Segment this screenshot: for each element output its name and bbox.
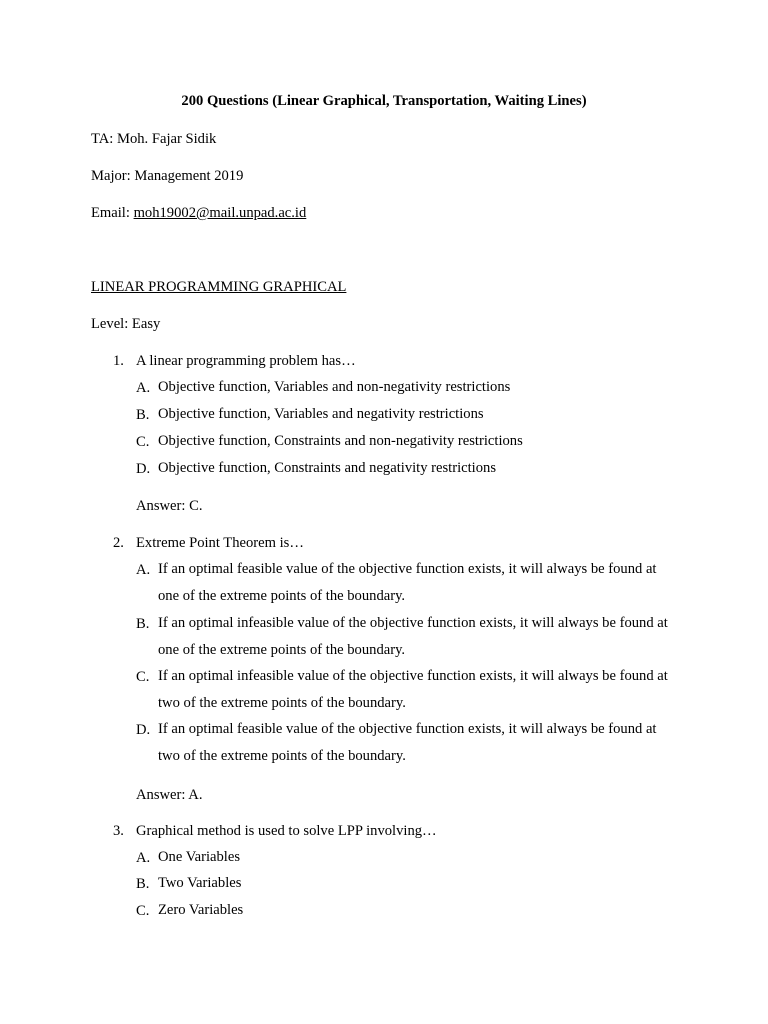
level-label: Level: Easy <box>91 316 161 332</box>
option-letter: C. <box>136 669 150 685</box>
option-letter: B. <box>136 616 150 632</box>
option-text: Objective function, Variables and non-negativity restrictions <box>158 379 511 395</box>
option-letter: D. <box>136 461 151 477</box>
option-text: If an optimal feasible value of the objective function exists, it will always be found at one of the extreme points of the boundary. <box>158 561 657 604</box>
email-link[interactable]: moh19002@mail.unpad.ac.id <box>133 205 307 221</box>
document-title: 200 Questions (Linear Graphical, Transportation, Waiting Lines) <box>181 93 587 109</box>
question-number: 3. <box>113 823 124 839</box>
option-letter: A. <box>136 380 151 396</box>
option-text: One Variables <box>158 849 240 865</box>
option-letter: A. <box>136 562 151 578</box>
major-line: Major: Management 2019 <box>91 168 244 184</box>
option-text: If an optimal feasible value of the objective function exists, it will always be found at two of the extreme points of the boundary. <box>158 721 657 764</box>
email-label: Email: <box>91 205 134 221</box>
option-letter: C. <box>136 903 150 919</box>
answer-text: Answer: C. <box>136 498 203 514</box>
email-line <box>91 205 306 222</box>
option-letter: A. <box>136 850 151 866</box>
ta-line: TA: Moh. Fajar Sidik <box>91 131 217 147</box>
question-text: Graphical method is used to solve LPP involving… <box>136 823 437 839</box>
option-text: If an optimal infeasible value of the objective function exists, it will always be found at one of the extreme points of the boundary. <box>158 615 668 658</box>
section-heading: LINEAR PROGRAMMING GRAPHICAL <box>91 279 347 295</box>
question-number: 1. <box>113 353 124 369</box>
option-text: Objective function, Constraints and negativity restrictions <box>158 460 497 476</box>
question-text: Extreme Point Theorem is… <box>136 535 304 551</box>
option-text: Objective function, Constraints and non-negativity restrictions <box>158 433 523 449</box>
answer-text: Answer: A. <box>136 787 203 803</box>
option-text: Two Variables <box>158 875 242 891</box>
option-letter: D. <box>136 722 151 738</box>
option-letter: B. <box>136 407 150 423</box>
option-letter: B. <box>136 876 150 892</box>
option-text: Objective function, Variables and negativity restrictions <box>158 406 484 422</box>
option-letter: C. <box>136 434 150 450</box>
option-text: Zero Variables <box>158 902 244 918</box>
question-number: 2. <box>113 535 124 551</box>
option-text: If an optimal infeasible value of the objective function exists, it will always be found at two of the extreme points of the boundary. <box>158 668 668 711</box>
question-text: A linear programming problem has… <box>136 353 356 369</box>
